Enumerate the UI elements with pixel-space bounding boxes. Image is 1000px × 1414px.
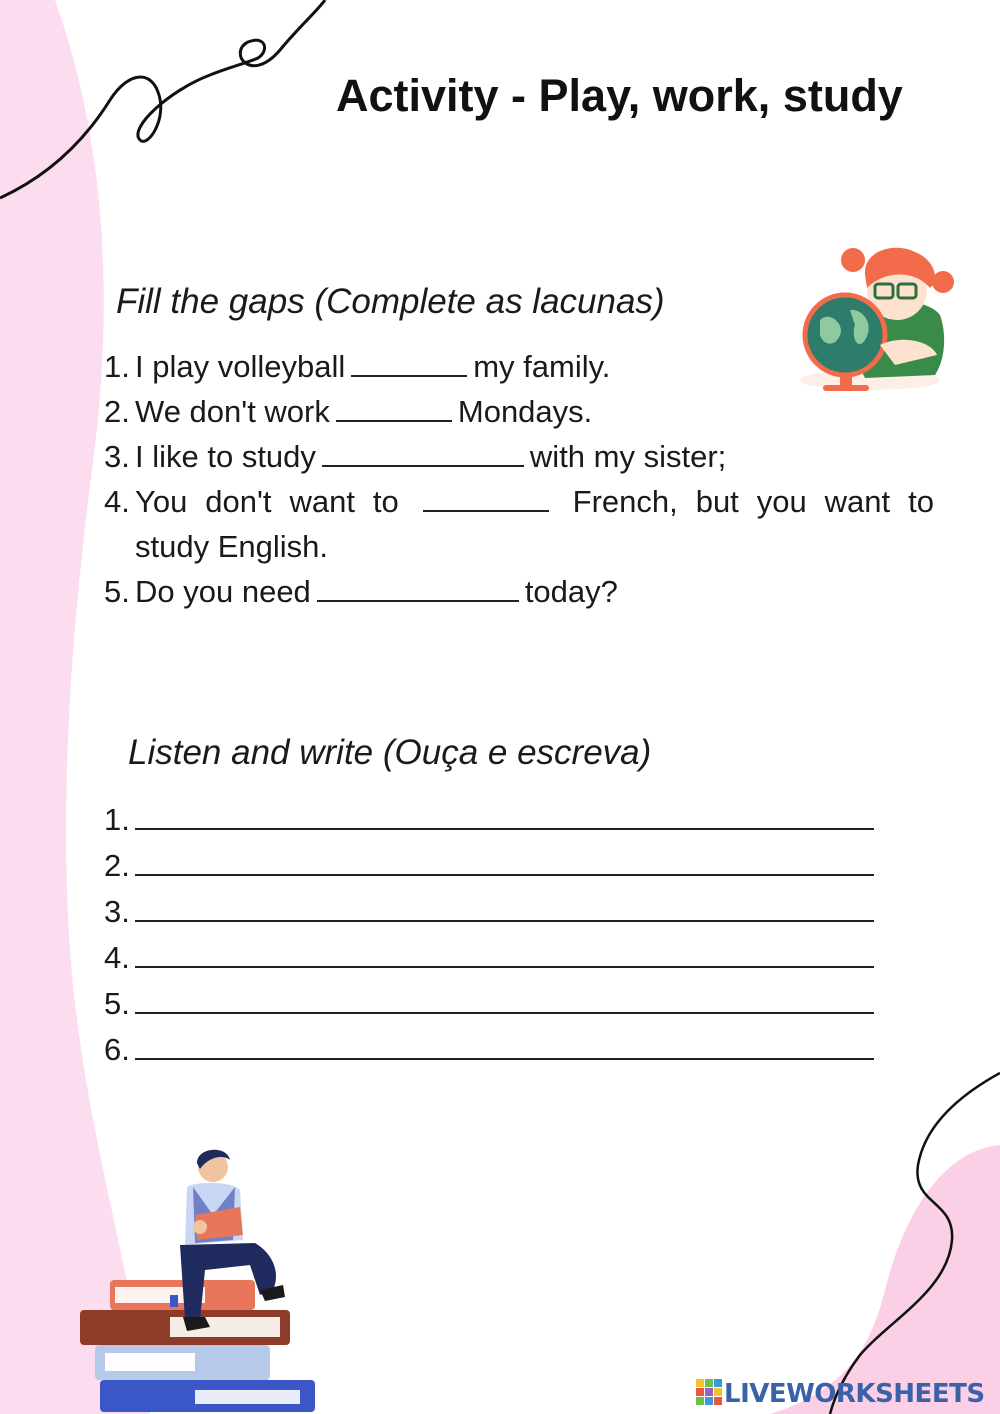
item-number: 4. <box>104 484 130 519</box>
item-number: 6. <box>104 1032 130 1067</box>
sentence-end: my family. <box>473 349 611 384</box>
item-number: 5. <box>104 986 130 1021</box>
list-item <box>104 569 934 614</box>
sentence-end: today? <box>524 574 618 609</box>
sentence-start: We don't work <box>135 394 330 429</box>
answer-line[interactable] <box>135 888 874 922</box>
page-title: Activity - Play, work, study <box>336 70 903 121</box>
list-item <box>104 344 934 389</box>
item-number: 3. <box>104 439 130 474</box>
answer-blank[interactable] <box>351 349 467 377</box>
item-number: 5. <box>104 574 130 609</box>
sentence-start: I like to study <box>135 439 316 474</box>
list-item <box>104 842 874 888</box>
pink-blob-bottom-right <box>770 1145 1000 1414</box>
list-item <box>104 980 874 1026</box>
item-number: 2. <box>104 848 130 883</box>
answer-blank[interactable] <box>317 574 519 602</box>
list-item <box>104 934 874 980</box>
section-heading-listen-write: Listen and write (Ouça e escreva) <box>128 733 652 772</box>
item-number: 1. <box>104 802 130 837</box>
sentence-start: I play volleyball <box>135 349 346 384</box>
section-heading-fill-gaps: Fill the gaps (Complete as lacunas) <box>116 282 665 321</box>
answer-blank[interactable] <box>322 439 524 467</box>
sentence-end: with my sister; <box>529 439 727 474</box>
student-reading-on-books-illustration <box>75 1145 325 1414</box>
liveworksheets-logo-icon <box>696 1379 722 1409</box>
answer-line[interactable] <box>135 842 874 876</box>
listen-write-list <box>104 796 874 1072</box>
answer-blank[interactable] <box>336 394 452 422</box>
answer-blank[interactable] <box>423 484 549 512</box>
fill-gaps-list <box>104 344 934 614</box>
sentence-end: Mondays. <box>457 394 593 429</box>
list-item <box>104 389 934 434</box>
list-item <box>104 434 934 479</box>
sentence-start: You don't want to <box>135 484 399 519</box>
item-number: 2. <box>104 394 130 429</box>
list-item-continuation <box>104 524 934 569</box>
sentence-continuation: study English. <box>135 529 328 564</box>
liveworksheets-logo[interactable] <box>696 1376 985 1412</box>
list-item <box>104 888 874 934</box>
answer-line[interactable] <box>135 1026 874 1060</box>
list-item <box>104 1026 874 1072</box>
list-item <box>104 796 874 842</box>
logo-text: LIVEWORKSHEETS <box>724 1379 985 1409</box>
item-number: 1. <box>104 349 130 384</box>
list-item <box>104 479 934 524</box>
answer-line[interactable] <box>135 980 874 1014</box>
sentence-start: Do you need <box>135 574 311 609</box>
sentence-end: French, but you want to <box>572 484 934 519</box>
item-number: 4. <box>104 940 130 975</box>
answer-line[interactable] <box>135 934 874 968</box>
item-number: 3. <box>104 894 130 929</box>
answer-line[interactable] <box>135 796 874 830</box>
